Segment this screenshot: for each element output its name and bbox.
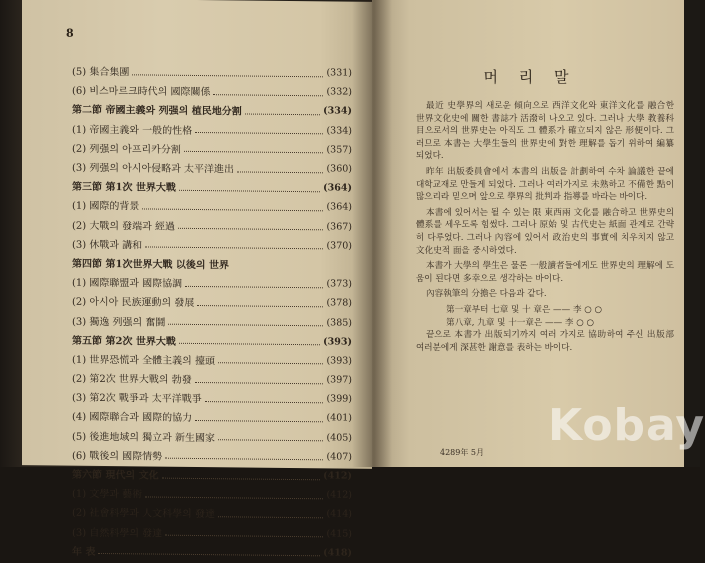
toc-page-number: (331) (326, 67, 352, 79)
date-line: 4289年 5月 (440, 448, 484, 457)
table-of-contents (72, 61, 352, 563)
right-edge-shadow (684, 0, 700, 467)
toc-page-number: (393) (323, 336, 352, 348)
toc-label: (6) 戰後의 國際情勢 (72, 450, 163, 463)
toc-leader-dots (213, 87, 323, 96)
toc-page-number: (332) (326, 86, 352, 98)
toc-label: (5) 後進地域의 獨立과 新生國家 (72, 431, 216, 444)
toc-leader-dots (179, 183, 320, 192)
toc-label: (3) 第2次 戰爭과 太平洋戰爭 (72, 392, 202, 406)
toc-label: (4) 國際聯合과 國際的協力 (72, 412, 193, 425)
toc-leader-dots (195, 375, 324, 384)
toc-leader-dots (179, 336, 320, 345)
toc-page-number: (412) (323, 470, 352, 482)
toc-label: (6) 비스마르크時代의 國際關係 (72, 85, 211, 99)
toc-leader-dots (132, 67, 323, 77)
toc-page-number: (373) (326, 278, 352, 290)
toc-leader-dots (142, 201, 323, 211)
assignment-line: 第一章부터 七章 및 十 章은 —— 李 ○ ○ (446, 304, 602, 315)
preface-closing: 끝으로 本書가 出版되기까지 여러 가지로 協助하여 주신 出版部 여러분에게 深甚한 謝意를 表하는 바이다. (416, 330, 674, 353)
toc-label: 第四節 第1次世界大戰 以後의 世界 (72, 258, 230, 272)
toc-leader-dots (218, 509, 323, 518)
toc-leader-dots (195, 413, 323, 422)
preface-paragraph: 昨年 出版委員會에서 本書의 出版을 計劃하여 수차 論議한 끝에 대학교재로 만들게 되었다. 그러나 여러가지로 未熟하고 不備한 點이 많으리라 믿으며 앞으로 學界의 批判과 指導를 바라는 바이다. (416, 166, 674, 203)
toc-leader-dots (165, 451, 323, 461)
toc-leader-dots (197, 298, 323, 307)
toc-label: (2) 大戰의 發端과 經過 (72, 220, 176, 233)
toc-leader-dots (162, 470, 321, 480)
toc-heading (72, 540, 352, 562)
toc-page-number: (414) (326, 508, 352, 521)
toc-page-number: (334) (326, 125, 352, 137)
toc-page-number: (397) (326, 374, 352, 386)
toc-leader-dots (145, 240, 323, 250)
toc-leader-dots (184, 144, 324, 153)
toc-leader-dots (205, 394, 324, 403)
toc-page-number: (405) (326, 432, 352, 444)
toc-label: (3) 列强의 아시아侵略과 太平洋進出 (72, 162, 235, 176)
toc-label: 第二節 帝國主義와 列强의 植民地分割 (72, 105, 242, 118)
toc-page-number: (357) (326, 144, 352, 156)
toc-label: (2) 아시아 民族運動의 發展 (72, 297, 195, 310)
toc-page-number: (401) (326, 412, 352, 425)
toc-leader-dots (195, 125, 323, 134)
toc-leader-dots (185, 279, 323, 288)
toc-page-number: (360) (326, 163, 352, 175)
toc-page-number: (418) (323, 547, 352, 559)
preface-paragraph: 最近 史學界의 새로운 傾向으로 西洋文化와 東洋文化를 融合한 世界文化史에 關한 書誌가 活潑히 나오고 있다. 그러나 大學 教養科目으로서의 世界史는 아직도 그 體系가 確立되지 않은 形便이다. 그러므로 本書는 大學生들의 世界史에 對한 理解를 돕기 위하여 編纂되었다. (416, 101, 674, 162)
left-page (22, 0, 372, 559)
toc-page-number: (415) (326, 527, 352, 540)
preface-paragraph: 本書가 大學의 學生은 물론 一般讀者들에게도 世界史의 理解에 도움이 된다면 多幸으로 생각하는 바이다. (416, 261, 674, 284)
toc-label: (2) 列强의 아프리카分割 (72, 143, 181, 156)
toc-leader-dots (145, 489, 323, 499)
toc-page-number: (334) (323, 105, 352, 118)
toc-label: 年 表 (72, 546, 96, 558)
toc-page-number: (378) (326, 297, 352, 309)
toc-label: 第五節 第2次 世界大戰 (72, 335, 176, 348)
watermark: Kobay (548, 400, 705, 451)
toc-leader-dots (218, 432, 323, 441)
toc-page-number: (364) (326, 201, 352, 214)
page-number: 8 (66, 26, 74, 40)
toc-label: (1) 文學과 藝術 (72, 488, 143, 501)
toc-leader-dots (237, 164, 323, 173)
toc-label: (2) 社會科學과 人文科學의 發達 (72, 508, 216, 521)
toc-label: (1) 世界恐慌과 全體主義의 擡頭 (72, 354, 216, 368)
toc-label: (1) 國際聯盟과 國際協調 (72, 277, 183, 291)
toc-page-number: (412) (326, 489, 352, 501)
toc-page-number: (399) (326, 393, 352, 405)
toc-leader-dots (168, 317, 323, 327)
toc-label: 第三節 第1次 世界大戰 (72, 181, 176, 194)
toc-page-number: (385) (326, 316, 352, 329)
preface-paragraph: 內容執筆의 分擔은 다음과 같다. (426, 289, 547, 300)
toc-leader-dots (178, 221, 323, 231)
preface-body (416, 100, 674, 357)
toc-label: (3) 獨逸 列强의 奮鬪 (72, 316, 166, 329)
toc-label: (5) 集合集團 (72, 66, 130, 79)
toc-label: (2) 第2次 世界大戰의 勃發 (72, 373, 192, 387)
toc-leader-dots (165, 528, 323, 538)
toc-leader-dots (218, 356, 323, 365)
toc-page-number: (407) (326, 451, 352, 463)
preface-paragraph: 本書에 있어서는 될 수 있는 限 東西兩 文化를 融合하고 世界史의 體系를 세우도록 힘썼다. 그러나 原始 및 古代史는 紙面 관계로 간략히 다루었다. 그러나 內容에 있어서 政治史의 事實에 치우치지 않고 文化史적 面을 중시하였다. (416, 207, 674, 256)
toc-label: (1) 國際的背景 (72, 201, 140, 213)
toc-page-number: (370) (326, 240, 352, 252)
toc-label: (3) 自然科學의 發達 (72, 527, 163, 540)
assignment-line: 第八章, 九章 및 十一章은 —— 李 ○ ○ (446, 317, 594, 328)
preface-title: 머 리 말 (483, 68, 577, 86)
toc-leader-dots (98, 546, 320, 556)
toc-page-number: (393) (326, 355, 352, 367)
toc-label: (3) 休戰과 講和 (72, 239, 143, 252)
toc-page-number: (367) (326, 220, 352, 233)
toc-label: 第六節 現代의 文化 (72, 469, 159, 482)
toc-label: (1) 帝國主義와 一般的性格 (72, 124, 193, 137)
toc-leader-dots (245, 106, 320, 115)
toc-page-number: (364) (323, 182, 352, 194)
